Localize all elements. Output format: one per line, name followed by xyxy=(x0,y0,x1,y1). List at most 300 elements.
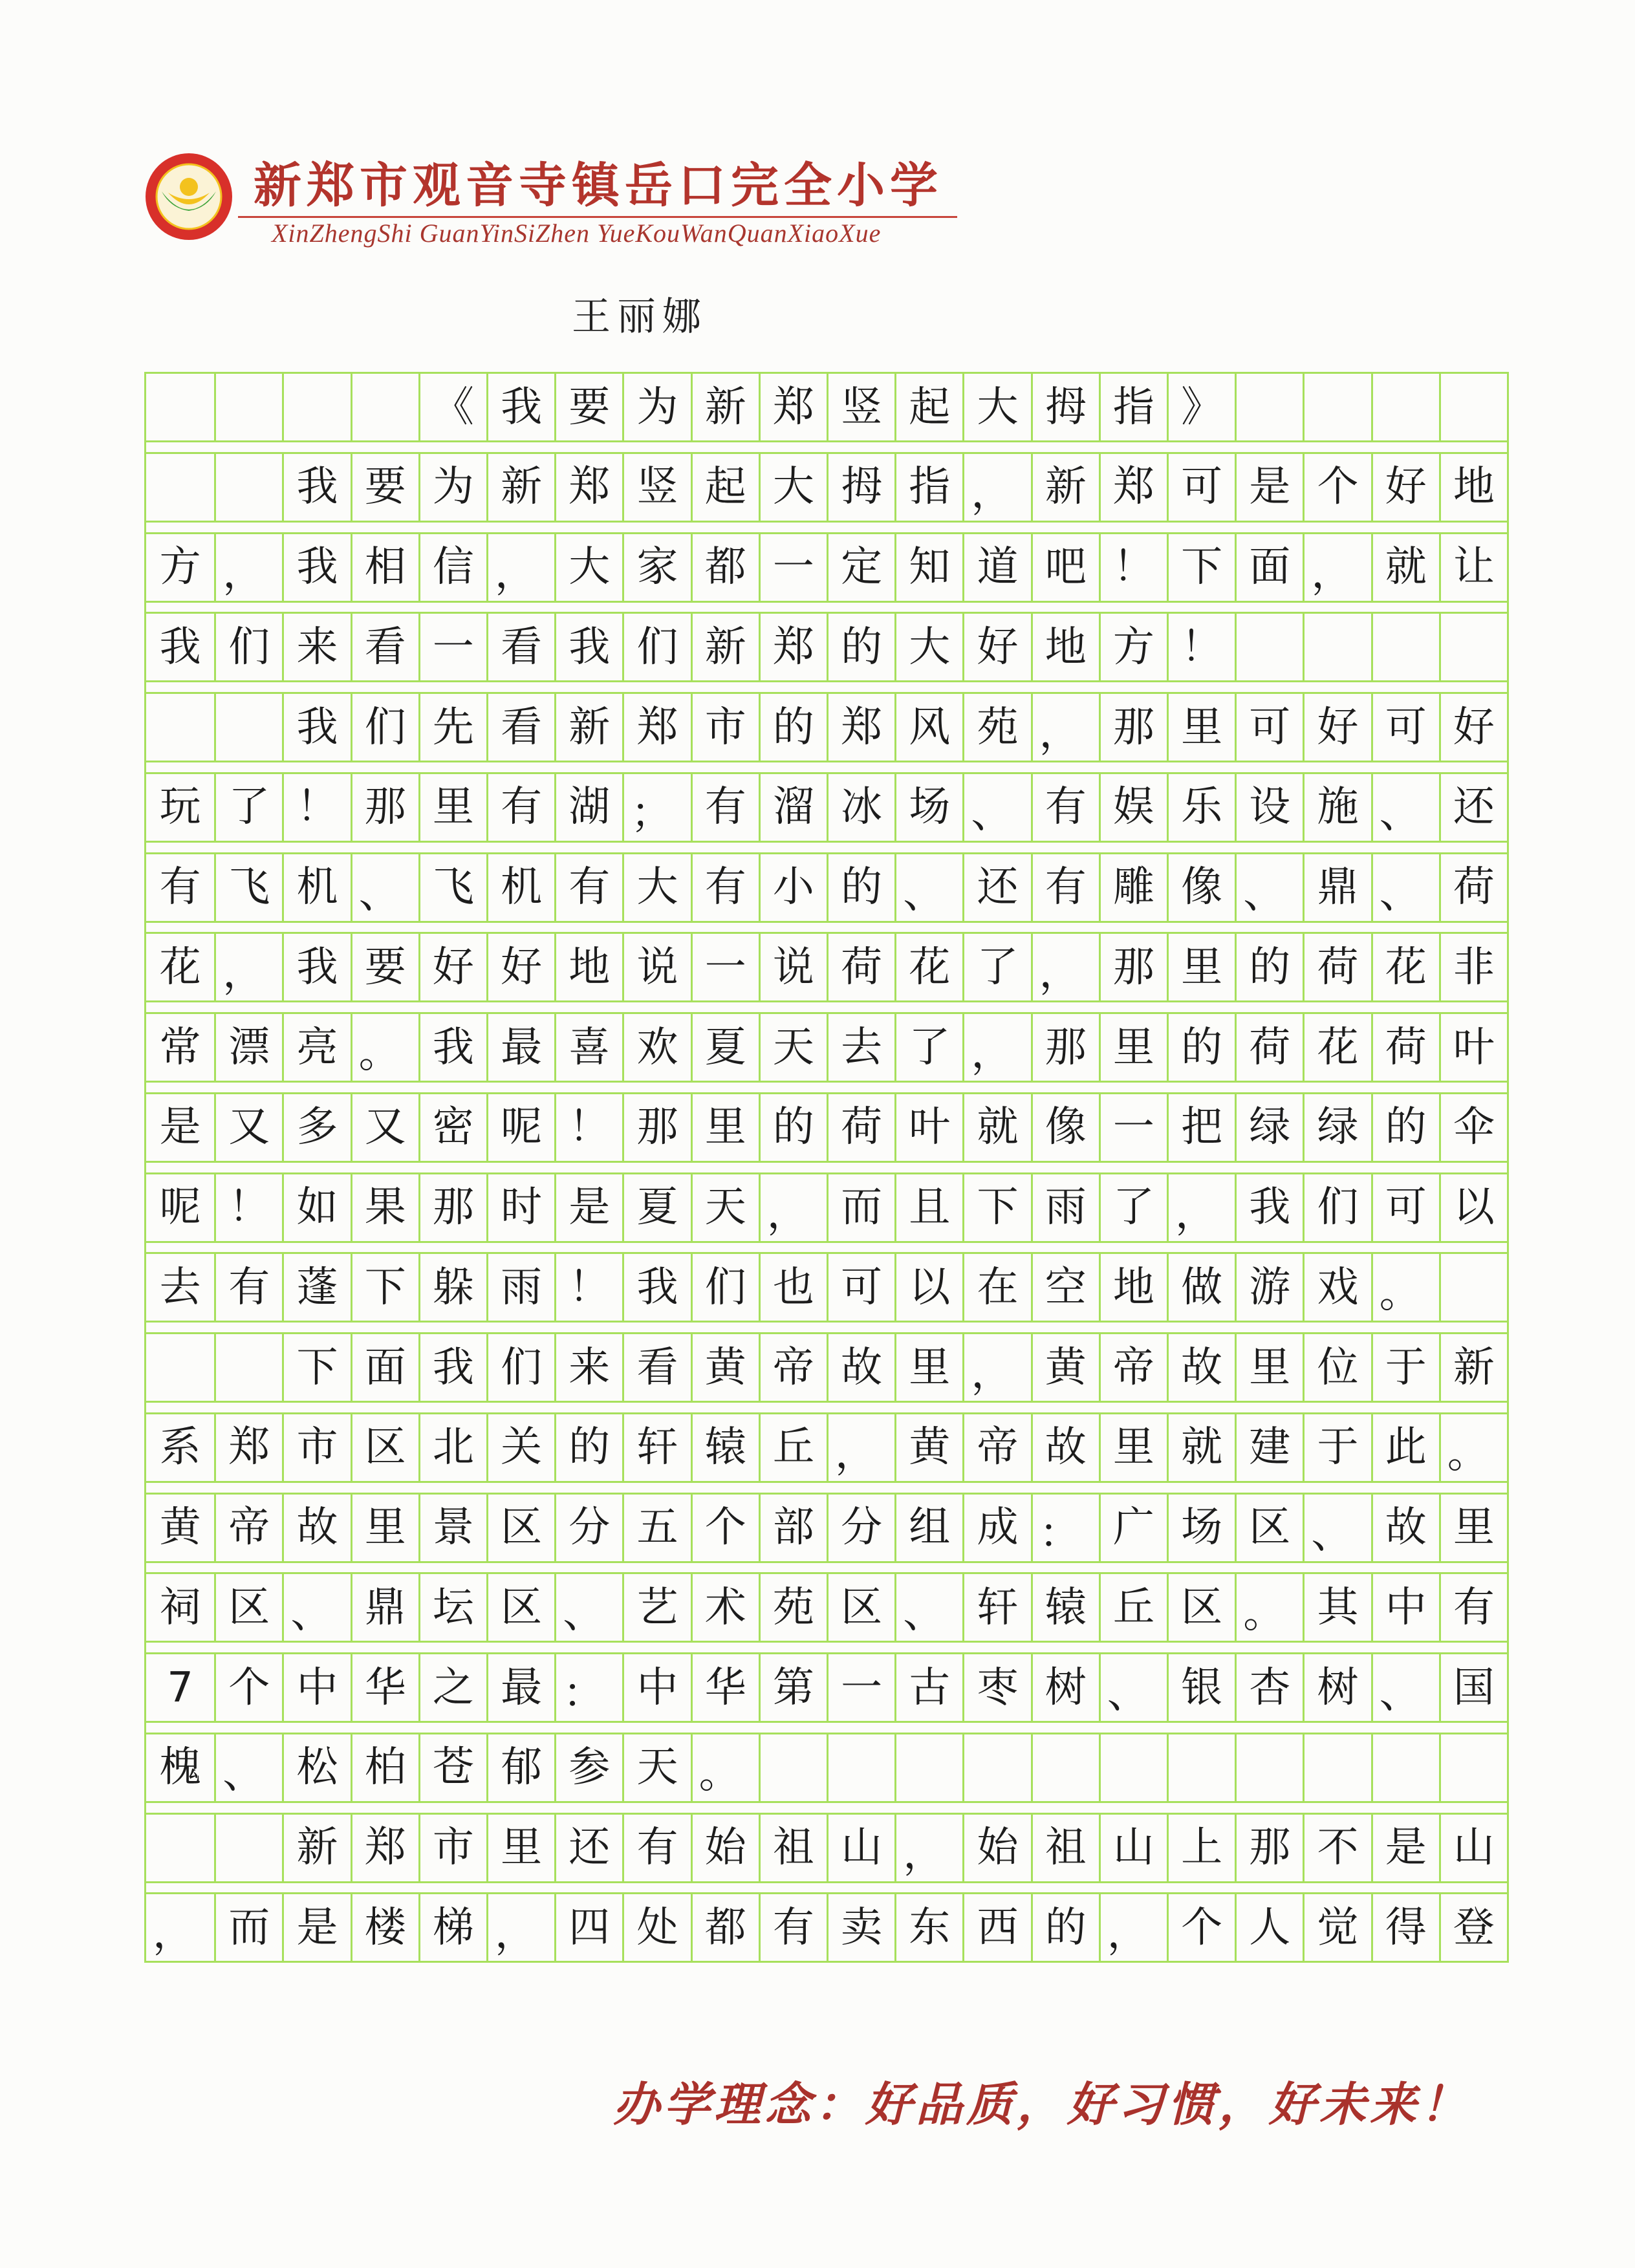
handwritten-character: 做 xyxy=(1167,1254,1235,1321)
handwritten-character: 可 xyxy=(1371,694,1439,761)
handwritten-character: 区 xyxy=(486,1574,554,1641)
handwritten-character: 之 xyxy=(418,1654,486,1721)
handwritten-character: 叶 xyxy=(894,1094,962,1161)
punctuation-mark: 。 xyxy=(1371,1254,1439,1321)
punctuation-mark: ， xyxy=(486,1894,554,1961)
empty-cell xyxy=(214,374,282,440)
handwritten-character: 施 xyxy=(1303,774,1370,841)
handwritten-character: 荷 xyxy=(1439,854,1507,921)
handwritten-character: 机 xyxy=(486,854,554,921)
handwritten-character: 场 xyxy=(1167,1495,1235,1561)
author-name: 王丽娜 xyxy=(572,294,708,340)
handwritten-character: 郑 xyxy=(351,1815,418,1881)
handwritten-character: 下 xyxy=(1167,534,1235,601)
essay-row xyxy=(146,1652,1507,1723)
handwritten-character: 设 xyxy=(1235,774,1303,841)
empty-cell xyxy=(146,374,214,440)
handwritten-character: 要 xyxy=(351,454,418,521)
handwritten-character: 大 xyxy=(622,854,690,921)
handwritten-character: 祖 xyxy=(759,1815,827,1881)
handwritten-character: 道 xyxy=(962,534,1030,601)
handwritten-character: 新 xyxy=(691,614,759,680)
empty-cell xyxy=(1371,1734,1439,1801)
handwritten-character: 的 xyxy=(759,1094,827,1161)
empty-cell xyxy=(146,1815,214,1881)
handwritten-character: 是 xyxy=(159,1103,201,1152)
handwritten-character: 槐 xyxy=(159,1744,201,1792)
handwritten-character: 里 xyxy=(1099,1014,1167,1081)
handwritten-character: 我 xyxy=(282,534,350,601)
handwritten-character: 东 xyxy=(894,1894,962,1961)
handwritten-character: 市 xyxy=(418,1815,486,1881)
handwritten-character: 又 xyxy=(351,1094,418,1161)
handwritten-character: 花 xyxy=(1303,1014,1370,1081)
handwritten-character: 祠 xyxy=(159,1583,201,1632)
school-name: 新郑市观音寺镇岳口完全小学 xyxy=(254,158,943,213)
handwritten-character: 雨 xyxy=(486,1254,554,1321)
punctuation-mark: 、 xyxy=(214,1734,282,1801)
handwritten-character: 溜 xyxy=(759,774,827,841)
handwritten-character: 知 xyxy=(894,534,962,601)
handwritten-character: 里 xyxy=(691,1094,759,1161)
handwritten-character: 都 xyxy=(691,1894,759,1961)
handwritten-character: 雕 xyxy=(1099,854,1167,921)
handwritten-character: 大 xyxy=(894,614,962,680)
handwritten-character: 天 xyxy=(759,1014,827,1081)
empty-cell xyxy=(1439,1254,1507,1321)
punctuation-mark: ， xyxy=(962,454,1030,521)
handwritten-character: 觉 xyxy=(1303,1894,1370,1961)
punctuation-mark: ， xyxy=(1303,534,1370,601)
essay-row xyxy=(146,1733,1507,1803)
handwritten-character: 关 xyxy=(486,1414,554,1481)
handwritten-character: 看 xyxy=(351,614,418,680)
handwritten-character: 大 xyxy=(554,534,622,601)
handwritten-character: 好 xyxy=(962,614,1030,680)
handwritten-character: 帝 xyxy=(1099,1334,1167,1401)
handwritten-character: 我 xyxy=(622,1254,690,1321)
handwritten-character: 还 xyxy=(962,854,1030,921)
handwritten-character: 我 xyxy=(486,374,554,440)
handwritten-character: 都 xyxy=(691,534,759,601)
punctuation-mark: 。 xyxy=(351,1014,418,1081)
handwritten-character: 北 xyxy=(418,1414,486,1481)
handwritten-character: 夏 xyxy=(622,1174,690,1241)
essay-row xyxy=(146,612,1507,682)
empty-cell xyxy=(1371,614,1439,680)
punctuation-mark: 、 xyxy=(351,854,418,921)
handwritten-character: 个 xyxy=(214,1654,282,1721)
handwritten-character: 苑 xyxy=(759,1574,827,1641)
handwritten-character: 其 xyxy=(1303,1574,1370,1641)
empty-cell xyxy=(827,1734,894,1801)
punctuation-mark: ： xyxy=(1031,1495,1099,1561)
handwritten-character: 郑 xyxy=(827,694,894,761)
handwritten-character: 亮 xyxy=(282,1014,350,1081)
handwritten-character: 欢 xyxy=(622,1014,690,1081)
handwritten-character: 《 xyxy=(418,374,486,440)
handwritten-character: 地 xyxy=(1099,1254,1167,1321)
handwritten-character: 新 xyxy=(1439,1334,1507,1401)
handwritten-character: 来 xyxy=(282,614,350,680)
handwritten-character: 艺 xyxy=(622,1574,690,1641)
handwritten-character: 地 xyxy=(1439,454,1507,521)
handwritten-character: 就 xyxy=(1371,534,1439,601)
essay-row xyxy=(146,452,1507,523)
handwritten-character: 起 xyxy=(894,374,962,440)
handwritten-character: 我 xyxy=(554,614,622,680)
handwritten-character: 里 xyxy=(1167,694,1235,761)
handwritten-character: 里 xyxy=(351,1495,418,1561)
handwritten-character: 我 xyxy=(418,1014,486,1081)
handwritten-character: 一 xyxy=(418,614,486,680)
handwritten-character: 说 xyxy=(759,934,827,1000)
empty-cell xyxy=(1439,614,1507,680)
handwritten-character: 此 xyxy=(1371,1414,1439,1481)
handwritten-character: 下 xyxy=(351,1254,418,1321)
essay-writing-grid xyxy=(144,372,1509,1963)
handwritten-character: ！ xyxy=(1167,614,1235,680)
handwritten-character: 华 xyxy=(351,1654,418,1721)
empty-cell xyxy=(214,1815,282,1881)
handwritten-character: 7 xyxy=(167,1663,193,1712)
handwritten-character: 荷 xyxy=(1371,1014,1439,1081)
handwritten-character: 们 xyxy=(351,694,418,761)
handwritten-character: 就 xyxy=(1167,1414,1235,1481)
handwritten-character: 为 xyxy=(622,374,690,440)
punctuation-mark: 。 xyxy=(691,1734,759,1801)
punctuation-mark: ， xyxy=(1031,934,1099,1000)
handwritten-character: 天 xyxy=(622,1734,690,1801)
essay-row xyxy=(146,1172,1507,1243)
handwritten-character: 就 xyxy=(962,1094,1030,1161)
handwritten-character: 山 xyxy=(1099,1815,1167,1881)
handwritten-character: 我 xyxy=(159,623,201,671)
handwritten-character: 那 xyxy=(622,1094,690,1161)
handwritten-character: 始 xyxy=(691,1815,759,1881)
empty-cell xyxy=(282,374,350,440)
handwritten-character: 区 xyxy=(486,1495,554,1561)
handwritten-character: 里 xyxy=(1235,1334,1303,1401)
punctuation-mark: 、 xyxy=(1303,1495,1370,1561)
handwritten-character: 成 xyxy=(962,1495,1030,1561)
handwritten-character: 山 xyxy=(1439,1815,1507,1881)
handwritten-character: 上 xyxy=(1167,1815,1235,1881)
handwritten-character: 场 xyxy=(894,774,962,841)
handwritten-character: 松 xyxy=(282,1734,350,1801)
handwritten-character: 且 xyxy=(894,1174,962,1241)
handwritten-character: 建 xyxy=(1235,1414,1303,1481)
handwritten-character: 下 xyxy=(282,1334,350,1401)
handwritten-character: 荷 xyxy=(1235,1014,1303,1081)
handwritten-character: 常 xyxy=(159,1023,201,1072)
handwritten-character: 像 xyxy=(1031,1094,1099,1161)
handwritten-character: ！ xyxy=(1099,534,1167,601)
handwritten-character: 地 xyxy=(554,934,622,1000)
school-emblem-icon xyxy=(144,151,234,242)
handwritten-character: 好 xyxy=(418,934,486,1000)
punctuation-mark: ， xyxy=(827,1414,894,1481)
handwritten-character: 的 xyxy=(1167,1014,1235,1081)
handwritten-character: 郑 xyxy=(1099,454,1167,521)
essay-row xyxy=(146,1252,1507,1323)
handwritten-character: 我 xyxy=(418,1334,486,1401)
handwritten-character: 飞 xyxy=(214,854,282,921)
handwritten-character: 柏 xyxy=(351,1734,418,1801)
essay-row xyxy=(146,852,1507,923)
handwritten-character: 方 xyxy=(1099,614,1167,680)
handwritten-character: 蓬 xyxy=(282,1254,350,1321)
handwritten-character: 那 xyxy=(1099,694,1167,761)
handwritten-character: 有 xyxy=(1031,774,1099,841)
handwritten-character: 有 xyxy=(554,854,622,921)
punctuation-mark: ， xyxy=(153,1910,194,1958)
empty-cell xyxy=(1303,374,1370,440)
handwritten-character: 一 xyxy=(1099,1094,1167,1161)
handwritten-character: 们 xyxy=(691,1254,759,1321)
handwritten-character: 区 xyxy=(351,1414,418,1481)
handwritten-character: 那 xyxy=(351,774,418,841)
handwritten-character: 时 xyxy=(486,1174,554,1241)
handwritten-character: 最 xyxy=(486,1014,554,1081)
handwritten-character: 五 xyxy=(622,1495,690,1561)
handwritten-character: 国 xyxy=(1439,1654,1507,1721)
essay-row xyxy=(146,1412,1507,1483)
handwritten-character: 叶 xyxy=(1439,1014,1507,1081)
punctuation-mark: ， xyxy=(214,534,282,601)
punctuation-mark: 、 xyxy=(282,1574,350,1641)
handwritten-character: 处 xyxy=(622,1894,690,1961)
handwritten-character: 的 xyxy=(759,694,827,761)
handwritten-character: 去 xyxy=(827,1014,894,1081)
handwritten-character: 飞 xyxy=(418,854,486,921)
essay-row xyxy=(146,1572,1507,1643)
handwritten-character: 小 xyxy=(759,854,827,921)
handwritten-character: 那 xyxy=(418,1174,486,1241)
logo-head xyxy=(180,178,198,196)
handwritten-character: 树 xyxy=(1031,1654,1099,1721)
handwritten-character: 冰 xyxy=(827,774,894,841)
essay-row xyxy=(146,1092,1507,1163)
handwritten-character: 里 xyxy=(894,1334,962,1401)
handwritten-character: 中 xyxy=(1371,1574,1439,1641)
handwritten-character: 故 xyxy=(1031,1414,1099,1481)
handwritten-character: 帝 xyxy=(759,1334,827,1401)
punctuation-mark: 、 xyxy=(894,854,962,921)
handwritten-character: 们 xyxy=(214,614,282,680)
handwritten-character: 可 xyxy=(827,1254,894,1321)
punctuation-mark: ， xyxy=(759,1174,827,1241)
handwritten-character: 呢 xyxy=(486,1094,554,1161)
handwritten-character: 花 xyxy=(894,934,962,1000)
handwritten-character: 个 xyxy=(691,1495,759,1561)
empty-cell xyxy=(1167,1734,1235,1801)
handwritten-character: 拇 xyxy=(1031,374,1099,440)
handwritten-character: 第 xyxy=(759,1654,827,1721)
handwritten-character: 那 xyxy=(1099,934,1167,1000)
handwritten-character: 区 xyxy=(214,1574,282,1641)
handwritten-character: 杏 xyxy=(1235,1654,1303,1721)
handwritten-character: 我 xyxy=(282,934,350,1000)
handwritten-character: 好 xyxy=(1439,694,1507,761)
punctuation-mark: 、 xyxy=(554,1574,622,1641)
handwritten-character: 荷 xyxy=(1303,934,1370,1000)
essay-title-row xyxy=(146,372,1507,442)
handwritten-character: 躲 xyxy=(418,1254,486,1321)
handwritten-character: 卖 xyxy=(827,1894,894,1961)
handwritten-character: 辕 xyxy=(691,1414,759,1481)
handwritten-character: 拇 xyxy=(827,454,894,521)
empty-cell xyxy=(214,454,282,521)
handwritten-character: 辕 xyxy=(1031,1574,1099,1641)
handwritten-character: 的 xyxy=(827,854,894,921)
punctuation-mark: ： xyxy=(554,1654,622,1721)
handwritten-character: 们 xyxy=(1303,1174,1370,1241)
handwritten-character: 下 xyxy=(962,1174,1030,1241)
handwritten-character: 新 xyxy=(282,1815,350,1881)
handwritten-character: 还 xyxy=(1439,774,1507,841)
handwritten-character: 让 xyxy=(1439,534,1507,601)
handwritten-character: 漂 xyxy=(214,1014,282,1081)
essay-row xyxy=(146,1332,1507,1403)
empty-cell xyxy=(214,1334,282,1401)
handwritten-character: 郑 xyxy=(554,454,622,521)
handwritten-character: 大 xyxy=(759,454,827,521)
handwritten-character: 多 xyxy=(282,1094,350,1161)
handwritten-character: 大 xyxy=(962,374,1030,440)
handwritten-character: 看 xyxy=(622,1334,690,1401)
handwritten-character: 黄 xyxy=(691,1334,759,1401)
essay-row xyxy=(146,932,1507,1002)
handwritten-character: ！ xyxy=(554,1254,622,1321)
empty-cell xyxy=(1303,614,1370,680)
handwritten-character: 起 xyxy=(691,454,759,521)
empty-cell xyxy=(1235,614,1303,680)
handwritten-character: 绿 xyxy=(1235,1094,1303,1161)
handwritten-character: 祖 xyxy=(1031,1815,1099,1881)
handwritten-character: 了 xyxy=(1099,1174,1167,1241)
handwritten-character: 像 xyxy=(1167,854,1235,921)
handwritten-character: 新 xyxy=(1031,454,1099,521)
punctuation-mark: 、 xyxy=(1235,854,1303,921)
handwritten-character: 空 xyxy=(1031,1254,1099,1321)
handwritten-character: 了 xyxy=(894,1014,962,1081)
essay-row xyxy=(146,1493,1507,1563)
handwritten-character: 人 xyxy=(1235,1894,1303,1961)
handwritten-character: 丘 xyxy=(759,1414,827,1481)
handwritten-character: 而 xyxy=(827,1174,894,1241)
handwritten-character: 华 xyxy=(691,1654,759,1721)
handwritten-character: 面 xyxy=(1235,534,1303,601)
handwritten-character: 不 xyxy=(1303,1815,1370,1881)
essay-row xyxy=(146,692,1507,762)
handwritten-character: 黄 xyxy=(159,1504,201,1551)
handwritten-character: 密 xyxy=(418,1094,486,1161)
handwritten-character: 分 xyxy=(827,1495,894,1561)
handwritten-character: 可 xyxy=(1167,454,1235,521)
handwritten-character: 了 xyxy=(962,934,1030,1000)
essay-row xyxy=(146,1892,1507,1963)
empty-cell xyxy=(1371,374,1439,440)
header-underline xyxy=(238,216,957,218)
handwritten-character: 还 xyxy=(554,1815,622,1881)
handwritten-character: 区 xyxy=(1167,1574,1235,1641)
handwritten-character: 是 xyxy=(1371,1815,1439,1881)
punctuation-mark: 、 xyxy=(1371,1654,1439,1721)
handwritten-character: 的 xyxy=(554,1414,622,1481)
handwritten-character: 我 xyxy=(1235,1174,1303,1241)
handwritten-character: 市 xyxy=(691,694,759,761)
handwritten-character: 苑 xyxy=(962,694,1030,761)
handwritten-character: 郁 xyxy=(486,1734,554,1801)
handwritten-character: 把 xyxy=(1167,1094,1235,1161)
handwritten-character: 吧 xyxy=(1031,534,1099,601)
punctuation-mark: ， xyxy=(1099,1894,1167,1961)
punctuation-mark: 、 xyxy=(1371,774,1439,841)
handwritten-character: 故 xyxy=(282,1495,350,1561)
handwritten-character: 以 xyxy=(1439,1174,1507,1241)
handwritten-character: 好 xyxy=(1303,694,1370,761)
handwritten-character: 我 xyxy=(282,454,350,521)
handwritten-character: 故 xyxy=(1167,1334,1235,1401)
handwritten-character: 树 xyxy=(1303,1654,1370,1721)
handwritten-character: 荷 xyxy=(827,1094,894,1161)
handwritten-character: 信 xyxy=(418,534,486,601)
handwritten-character: 是 xyxy=(282,1894,350,1961)
essay-row xyxy=(146,1813,1507,1883)
empty-cell xyxy=(1235,1734,1303,1801)
handwritten-character: 鼎 xyxy=(351,1574,418,1641)
handwritten-character: 苍 xyxy=(418,1734,486,1801)
handwritten-character: 有 xyxy=(691,774,759,841)
handwritten-character: 有 xyxy=(1031,854,1099,921)
handwritten-character: 也 xyxy=(759,1254,827,1321)
handwritten-character: 分 xyxy=(554,1495,622,1561)
handwritten-character: 术 xyxy=(691,1574,759,1641)
handwritten-character: 先 xyxy=(418,694,486,761)
handwritten-character: 果 xyxy=(351,1174,418,1241)
handwritten-character: 最 xyxy=(486,1654,554,1721)
handwritten-character: 景 xyxy=(418,1495,486,1561)
handwritten-character: 面 xyxy=(351,1334,418,1401)
handwritten-character: 方 xyxy=(159,543,201,591)
empty-cell xyxy=(1303,1734,1370,1801)
handwritten-character: 要 xyxy=(554,374,622,440)
handwritten-character: 区 xyxy=(1235,1495,1303,1561)
empty-cell xyxy=(1235,374,1303,440)
handwritten-character: 轩 xyxy=(962,1574,1030,1641)
handwritten-character: 指 xyxy=(1099,374,1167,440)
handwritten-character: 来 xyxy=(554,1334,622,1401)
punctuation-mark: ， xyxy=(1167,1174,1235,1241)
handwritten-character: 们 xyxy=(486,1334,554,1401)
handwritten-character: 故 xyxy=(1371,1495,1439,1561)
handwritten-character: 可 xyxy=(1235,694,1303,761)
handwritten-character: 非 xyxy=(1439,934,1507,1000)
handwritten-character: 一 xyxy=(759,534,827,601)
handwritten-character: 新 xyxy=(691,374,759,440)
handwritten-character: 的 xyxy=(1031,1894,1099,1961)
punctuation-mark: 、 xyxy=(1099,1654,1167,1721)
handwritten-character: 里 xyxy=(1099,1414,1167,1481)
essay-row xyxy=(146,772,1507,843)
handwritten-character: 四 xyxy=(554,1894,622,1961)
handwritten-character: 是 xyxy=(554,1174,622,1241)
handwritten-character: 荷 xyxy=(827,934,894,1000)
handwritten-character: 故 xyxy=(827,1334,894,1401)
punctuation-mark: 。 xyxy=(1235,1574,1303,1641)
punctuation-mark: ， xyxy=(486,534,554,601)
